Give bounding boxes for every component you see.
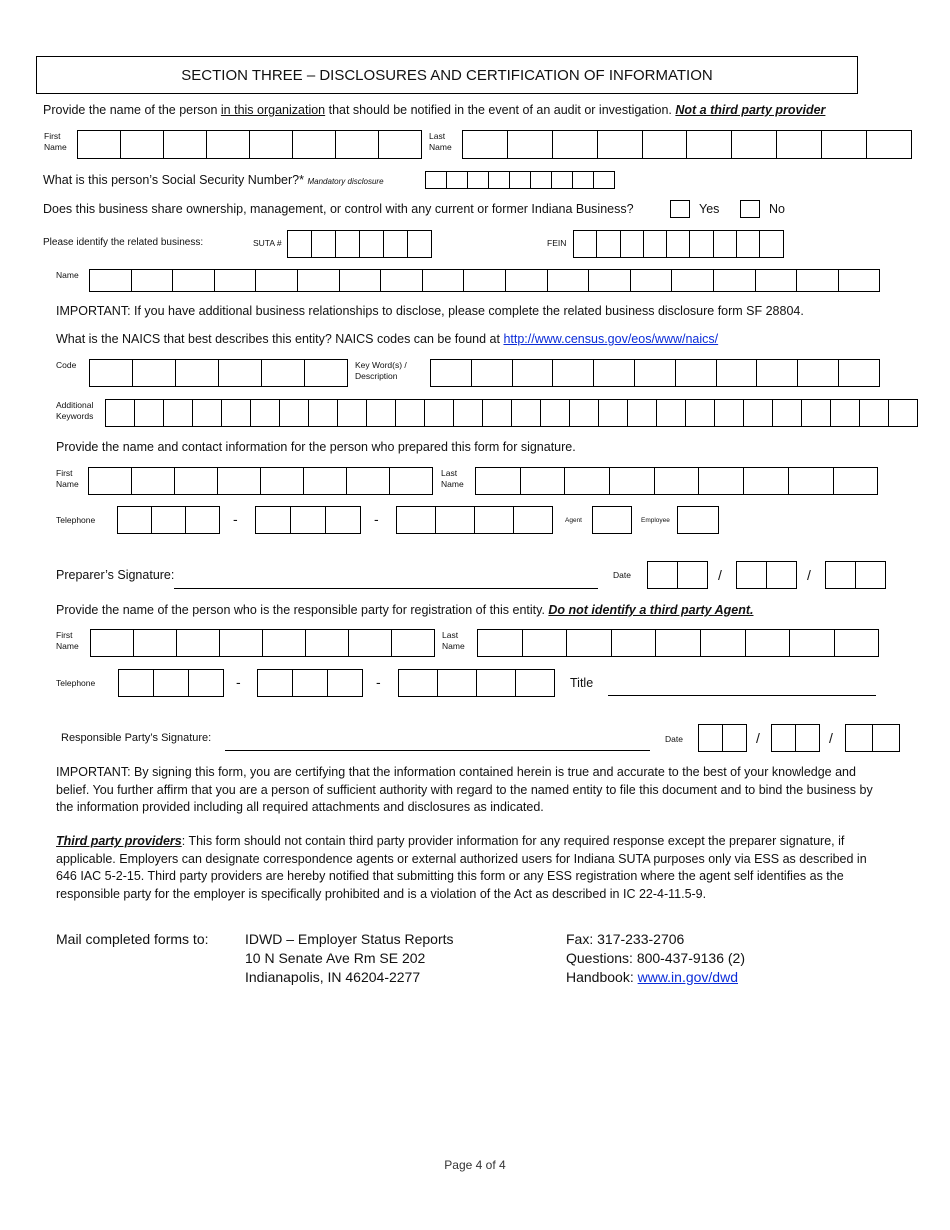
entry-cell[interactable] [475,506,514,534]
audit-last-name-label: Last Name [429,131,452,152]
entry-cell[interactable] [599,399,628,427]
address-line: IDWD – Employer Status Reports [245,931,454,947]
entry-cell[interactable] [397,506,436,534]
entry-cell[interactable] [91,629,134,657]
entry-cell[interactable] [478,629,523,657]
date-slash: / [829,730,833,746]
entry-cell[interactable] [476,467,521,495]
entry-cell[interactable] [349,629,392,657]
related-yes-checkbox[interactable] [670,200,690,218]
entry-cell[interactable] [219,359,262,387]
entry-cell[interactable] [889,399,918,427]
related-business-question: Does this business share ownership, management, or control with any current or former Indiana Business? [43,202,634,216]
entry-cell[interactable] [106,399,135,427]
ssn-field[interactable] [425,171,615,189]
entry-cell[interactable] [657,399,686,427]
entry-cell[interactable] [699,467,744,495]
additional-keywords-field[interactable] [105,399,918,427]
responsible-signature-line[interactable] [225,750,650,751]
related-business-name-field[interactable] [89,269,880,292]
entry-cell[interactable] [215,269,257,292]
entry-cell[interactable] [574,230,597,258]
preparer-phone-dash: - [374,511,379,527]
responsible-instruction: Provide the name of the person who is the responsible party for registration of this entity. Do not identify a third party Agent. [56,603,754,617]
ssn-question: What is this person’s Social Security Number?* Mandatory disclosure [43,173,384,187]
audit-first-name-label: First Name [44,131,67,152]
entry-cell[interactable] [514,506,553,534]
entry-cell[interactable] [552,171,573,189]
entry-cell[interactable] [676,359,717,387]
entry-cell[interactable] [392,629,435,657]
related-name-label: Name [56,270,79,280]
entry-cell[interactable] [431,359,472,387]
entry-cell[interactable] [78,130,121,159]
entry-cell[interactable] [291,506,326,534]
entry-cell[interactable] [717,359,758,387]
preparer-phone-dash: - [233,511,238,527]
entry-cell[interactable] [189,669,224,697]
entry-cell[interactable] [873,724,900,752]
entry-cell[interactable] [513,359,554,387]
entry-cell[interactable] [687,130,732,159]
entry-cell[interactable] [831,399,860,427]
preparer-date-label: Date [613,570,631,580]
employee-label: Employee [641,517,670,524]
naics-keyword-field[interactable] [430,359,880,387]
entry-cell[interactable] [119,669,154,697]
entry-cell[interactable] [436,506,475,534]
entry-cell[interactable] [454,399,483,427]
entry-cell[interactable] [856,561,886,589]
entry-cell[interactable] [261,467,304,495]
responsible-phone-dash: - [376,674,381,690]
entry-cell[interactable] [644,230,667,258]
entry-cell[interactable] [714,269,756,292]
entry-cell[interactable] [399,669,438,697]
entry-cell[interactable] [207,130,250,159]
entry-cell[interactable] [251,399,280,427]
employee-checkbox[interactable] [677,506,719,534]
entry-cell[interactable] [756,269,798,292]
entry-cell[interactable] [826,561,856,589]
certification-statement: IMPORTANT: By signing this form, you are certifying that the information contained herein is true and accurate to the best of your knowledge and belief. You further affirm that you are a person of sufficient authority with regard to the named entity to file this document and to bind the business by the information provided including all required attachments and disclosures as indicated. [56,765,873,814]
entry-cell[interactable] [256,269,298,292]
preparer-instruction: Provide the name and contact information for the person who prepared this form for signature. [56,440,576,454]
preparer-telephone-label: Telephone [56,515,96,525]
entry-cell[interactable] [293,130,336,159]
entry-cell[interactable] [250,130,293,159]
entry-cell[interactable] [326,506,361,534]
preparer-last-name-field[interactable] [475,467,878,495]
entry-cell[interactable] [597,230,620,258]
entry-cell[interactable] [298,269,340,292]
date-slash: / [807,567,811,583]
entry-cell[interactable] [438,669,477,697]
responsible-phone-prefix-field[interactable] [257,669,363,697]
entry-cell[interactable] [132,269,174,292]
responsible-phone-dash: - [236,674,241,690]
entry-cell[interactable] [89,467,132,495]
entry-cell[interactable] [531,171,552,189]
address-line: 10 N Senate Ave Rm SE 202 [245,950,426,966]
suta-number-field[interactable] [287,230,432,258]
entry-cell[interactable] [846,724,873,752]
entry-cell[interactable] [222,399,251,427]
date-slash: / [718,567,722,583]
responsible-signature-label: Responsible Party’s Signature: [61,732,212,744]
entry-cell[interactable] [598,130,643,159]
entry-cell[interactable] [173,269,215,292]
entry-cell[interactable] [839,269,881,292]
entry-cell[interactable] [338,399,367,427]
preparer-date-month[interactable] [647,561,708,589]
entry-cell[interactable] [309,399,338,427]
entry-cell[interactable] [701,629,746,657]
fein-field[interactable] [573,230,784,258]
entry-cell[interactable] [541,399,570,427]
entry-cell[interactable] [336,230,360,258]
entry-cell[interactable] [193,399,222,427]
responsible-first-name-label: First Name [56,630,79,651]
entry-cell[interactable] [508,130,553,159]
responsible-telephone-label: Telephone [56,678,96,688]
entry-cell[interactable] [177,629,220,657]
audit-last-name-field[interactable] [462,130,912,159]
entry-cell[interactable] [656,629,701,657]
entry-cell[interactable] [699,724,723,752]
preparer-signature-line[interactable] [174,588,598,589]
entry-cell[interactable] [744,399,773,427]
entry-cell[interactable] [521,467,566,495]
entry-cell[interactable] [134,629,177,657]
entry-cell[interactable] [737,561,767,589]
entry-cell[interactable] [90,269,132,292]
entry-cell[interactable] [472,359,513,387]
preparer-first-name-label: First Name [56,468,79,489]
address-line: Indianapolis, IN 46204-2277 [245,969,421,985]
entry-cell[interactable] [715,399,744,427]
entry-cell[interactable] [367,399,396,427]
responsible-title-label: Title [570,676,594,690]
fein-label: FEIN [547,238,567,248]
naics-link[interactable]: http://www.census.gov/eos/www/naics/ [503,332,719,346]
naics-code-label: Code [56,360,77,370]
date-slash: / [756,730,760,746]
entry-cell[interactable] [176,359,219,387]
handbook-line: Handbook: www.in.gov/dwd [566,969,738,985]
entry-cell[interactable] [797,269,839,292]
preparer-last-name-label: Last Name [441,468,464,489]
entry-cell[interactable] [690,230,713,258]
audit-contact-instruction: Provide the name of the person in this organization that should be notified in the event of an audit or investigation. Not a third party provider [43,103,826,117]
entry-cell[interactable] [570,399,599,427]
section-title: SECTION THREE – DISCLOSURES AND CERTIFICATION OF INFORMATION [181,67,713,84]
entry-cell[interactable] [839,359,880,387]
entry-cell[interactable] [789,467,834,495]
entry-cell[interactable] [714,230,737,258]
entry-cell[interactable] [867,130,912,159]
related-no-checkbox[interactable] [740,200,760,218]
preparer-phone-area-field[interactable] [117,506,220,534]
entry-cell[interactable] [628,399,657,427]
agent-label: Agent [565,517,582,524]
entry-cell[interactable] [635,359,676,387]
mail-label: Mail completed forms to: [56,931,209,947]
entry-cell[interactable] [360,230,384,258]
additional-keywords-label: Additional Keywords [56,400,94,421]
entry-cell[interactable] [132,467,175,495]
agent-checkbox[interactable] [592,506,632,534]
entry-cell[interactable] [516,669,555,697]
responsible-last-name-label: Last Name [442,630,465,651]
entry-cell[interactable] [258,669,293,697]
entry-cell[interactable] [90,359,133,387]
entry-cell[interactable] [548,269,590,292]
entry-cell[interactable] [802,399,831,427]
entry-cell[interactable] [686,399,715,427]
related-identify-label: Please identify the related business: [43,237,204,248]
entry-cell[interactable] [220,629,263,657]
entry-cell[interactable] [408,230,432,258]
naics-question: What is the NAICS that best describes this entity? NAICS codes can be found at http://www.census.gov/eos/www/naics/ [56,332,719,346]
entry-cell[interactable] [175,467,218,495]
entry-cell[interactable] [648,561,678,589]
entry-cell[interactable] [553,130,598,159]
suta-label: SUTA # [253,238,282,248]
entry-cell[interactable] [306,629,349,657]
related-no-label: No [769,202,785,216]
entry-cell[interactable] [381,269,423,292]
entry-cell[interactable] [594,359,635,387]
entry-cell[interactable] [447,171,468,189]
entry-cell[interactable] [589,269,631,292]
responsible-phone-line-field[interactable] [398,669,555,697]
entry-cell[interactable] [152,506,186,534]
entry-cell[interactable] [463,130,508,159]
related-business-important: IMPORTANT: If you have additional business relationships to disclose, please complete the related business disclosure form SF 28804. [56,304,804,318]
mail-address [245,930,454,987]
entry-cell[interactable] [384,230,408,258]
entry-cell[interactable] [506,269,548,292]
entry-cell[interactable] [118,506,152,534]
entry-cell[interactable] [293,669,328,697]
audit-first-name-field[interactable] [77,130,422,159]
naics-code-field[interactable] [89,359,348,387]
entry-cell[interactable] [790,629,835,657]
entry-cell[interactable] [483,399,512,427]
entry-cell[interactable] [612,629,657,657]
entry-cell[interactable] [553,359,594,387]
entry-cell[interactable] [262,359,305,387]
entry-cell[interactable] [773,399,802,427]
third-party-notice: Third party providers: This form should not contain third party provider information for any required response except the preparer signature, if applicable. Employers can designate correspondence agents or external authorized users for Indiana SUTA purposes only via ESS as described in 646 IAC 5-2-15. Third party providers are hereby notified that submitting this form or any ESS registration where the agent self identifies as the responsible party for the employer is specifically prohibited and is a violation of the Act as described in IC 22-4-11.5-9. [56,834,867,901]
entry-cell[interactable] [312,230,336,258]
fax-number: Fax: 317-233-2706 [566,931,685,947]
entry-cell[interactable] [464,269,506,292]
entry-cell[interactable] [288,230,312,258]
entry-cell[interactable] [565,467,610,495]
entry-cell[interactable] [796,724,820,752]
responsible-date-day[interactable] [771,724,820,752]
responsible-date-label: Date [665,734,683,744]
entry-cell[interactable] [423,269,465,292]
entry-cell[interactable] [573,171,594,189]
entry-cell[interactable] [737,230,760,258]
entry-cell[interactable] [340,269,382,292]
entry-cell[interactable] [610,467,655,495]
handbook-link[interactable]: www.in.gov/dwd [637,969,738,985]
entry-cell[interactable] [512,399,541,427]
responsible-date-year[interactable] [845,724,900,752]
entry-cell[interactable] [154,669,189,697]
responsible-first-name-field[interactable] [90,629,435,657]
entry-cell[interactable] [667,230,690,258]
entry-cell[interactable] [678,561,708,589]
entry-cell[interactable] [834,467,879,495]
entry-cell[interactable] [594,171,615,189]
entry-cell[interactable] [256,506,291,534]
entry-cell[interactable] [757,359,798,387]
entry-cell[interactable] [218,467,261,495]
responsible-phone-area-field[interactable] [118,669,224,697]
preparer-first-name-field[interactable] [88,467,433,495]
entry-cell[interactable] [523,629,568,657]
responsible-title-line[interactable] [608,695,876,696]
entry-cell[interactable] [631,269,673,292]
preparer-date-day[interactable] [736,561,797,589]
entry-cell[interactable] [510,171,531,189]
entry-cell[interactable] [468,171,489,189]
entry-cell[interactable] [164,130,207,159]
entry-cell[interactable] [772,724,796,752]
naics-keyword-label: Key Word(s) / Description [355,360,407,381]
entry-cell[interactable] [396,399,425,427]
contact-info [566,930,745,987]
entry-cell[interactable] [280,399,309,427]
entry-cell[interactable] [746,629,791,657]
preparer-phone-line-field[interactable] [396,506,553,534]
responsible-last-name-field[interactable] [477,629,879,657]
entry-cell[interactable] [621,230,644,258]
questions-number: Questions: 800-437-9136 (2) [566,950,745,966]
entry-cell[interactable] [135,399,164,427]
entry-cell[interactable] [822,130,867,159]
entry-cell[interactable] [390,467,433,495]
entry-cell[interactable] [336,130,379,159]
entry-cell[interactable] [347,467,390,495]
entry-cell[interactable] [798,359,839,387]
entry-cell[interactable] [744,467,789,495]
related-yes-label: Yes [699,202,720,216]
entry-cell[interactable] [835,629,880,657]
preparer-date-year[interactable] [825,561,886,589]
entry-cell[interactable] [304,467,347,495]
entry-cell[interactable] [723,724,747,752]
entry-cell[interactable] [489,171,510,189]
entry-cell[interactable] [567,629,612,657]
entry-cell[interactable] [860,399,889,427]
entry-cell[interactable] [643,130,688,159]
entry-cell[interactable] [760,230,783,258]
responsible-date-month[interactable] [698,724,747,752]
entry-cell[interactable] [477,669,516,697]
entry-cell[interactable] [186,506,220,534]
entry-cell[interactable] [655,467,700,495]
entry-cell[interactable] [328,669,363,697]
page-number: Page 4 of 4 [444,1158,506,1172]
entry-cell[interactable] [263,629,306,657]
entry-cell[interactable] [672,269,714,292]
entry-cell[interactable] [732,130,777,159]
preparer-signature-label: Preparer’s Signature: [56,568,175,582]
entry-cell[interactable] [767,561,797,589]
entry-cell[interactable] [777,130,822,159]
entry-cell[interactable] [121,130,164,159]
preparer-phone-prefix-field[interactable] [255,506,361,534]
entry-cell[interactable] [305,359,348,387]
entry-cell[interactable] [425,399,454,427]
entry-cell[interactable] [379,130,422,159]
entry-cell[interactable] [164,399,193,427]
entry-cell[interactable] [426,171,447,189]
entry-cell[interactable] [133,359,176,387]
